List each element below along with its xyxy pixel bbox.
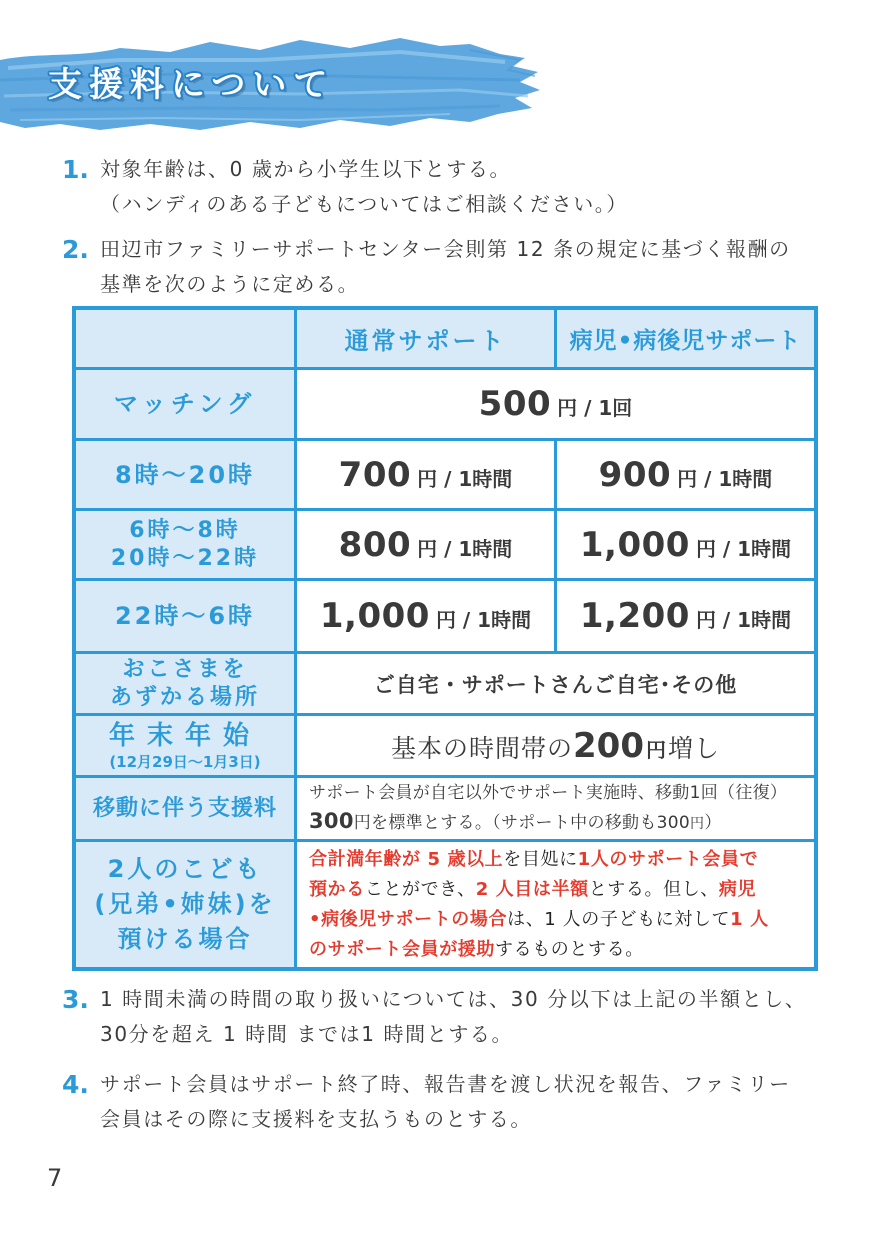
header-label: 病児•病後児サポート: [569, 328, 802, 354]
price-unit: 円 / 1時間: [417, 466, 513, 491]
price-unit: 円 / 1時間: [695, 608, 792, 632]
early-late-regular-fee-cell: [297, 511, 554, 578]
rule-emphasis: 合計満年齢が 5 歳以上: [309, 848, 504, 870]
price: [479, 384, 633, 424]
travel-unit: 円: [690, 816, 705, 832]
rule-text: するものとする。: [495, 938, 644, 960]
night-regular-fee-cell: [297, 581, 554, 651]
row-label-new-year: [76, 716, 294, 775]
rule-text: は、1 人の子どもに対して: [507, 908, 731, 930]
row-label-text: あずかる場所: [109, 684, 260, 710]
price-amount: 1,200: [579, 596, 690, 636]
row-label-text: 年末年始: [108, 720, 261, 751]
price: [320, 596, 531, 636]
new-year-value: [391, 726, 720, 766]
item-line: 1 時間未満の時間の取り扱いについては、30 分以下は上記の半額とし、: [100, 987, 807, 1011]
item-text: [100, 232, 835, 302]
rule-emphasis: 2 人目は半額: [475, 878, 589, 900]
item-line: 会員はその際に支援料を支払うものとする。: [100, 1107, 532, 1131]
travel-text: 円を標準とする。（サポート中の移動も300: [353, 813, 690, 833]
price-amount: 1,000: [579, 524, 690, 565]
list-item: [0, 1067, 875, 1139]
price-unit: 円 / 1時間: [677, 466, 773, 491]
travel-amount: 300: [309, 809, 354, 833]
row-label-travel: [76, 778, 294, 839]
rule-text: とする。但し、: [588, 878, 719, 900]
price-amount: 900: [598, 454, 672, 495]
row-label-place: [76, 654, 294, 713]
row-label-text: 22時〜6時: [114, 602, 256, 630]
item-number: 3.: [62, 985, 89, 1014]
row-label-text: 2人のこども: [107, 855, 263, 883]
price: [580, 596, 791, 636]
rule-text: を目処に: [503, 848, 578, 870]
price-unit: 円 / 1回: [557, 396, 633, 420]
title-banner: [0, 30, 545, 135]
two-children-rule-cell: [297, 842, 814, 967]
item-text: [100, 152, 835, 222]
table-header-sick-child: [557, 310, 814, 367]
travel-fee-cell: [297, 778, 814, 839]
item-line: サポート会員はサポート終了時、報告書を渡し状況を報告、ファミリー: [100, 1072, 791, 1096]
rule-line: [309, 875, 756, 905]
header-label: 通常サポート: [344, 327, 507, 355]
item-number: 4.: [62, 1070, 89, 1099]
matching-fee-cell: [297, 370, 814, 438]
rule-line: [309, 905, 769, 935]
daytime-sick-child-fee-cell: [557, 441, 814, 508]
price-amount: 800: [338, 524, 412, 565]
row-label-text: 6時〜8時: [129, 517, 241, 543]
item-text: [100, 982, 835, 1052]
row-label-text: 預ける場合: [117, 925, 253, 953]
item-line: （ハンディのある子どもについてはご相談ください。）: [100, 192, 628, 216]
row-label-text: 8時〜20時: [114, 460, 256, 489]
page-title: 支援料について: [48, 65, 335, 105]
travel-line: サポート会員が自宅以外でサポート実施時、移動1回（往復）: [309, 783, 788, 803]
row-label-matching: [76, 370, 294, 438]
new-year-suffix: 増し: [667, 733, 720, 763]
row-label-early-late: [76, 511, 294, 578]
list-item: [0, 232, 875, 304]
daytime-regular-fee-cell: [297, 441, 554, 508]
item-number: 1.: [62, 155, 89, 184]
row-label-text: おこさまを: [122, 656, 248, 682]
table-header-regular: [297, 310, 554, 367]
price-unit: 円 / 1時間: [417, 536, 513, 561]
row-label-daytime: [76, 441, 294, 508]
rule-emphasis: •病後児サポートの場合: [309, 908, 508, 930]
price-unit: 円 / 1時間: [435, 608, 532, 632]
price: [580, 525, 791, 565]
row-label-text: 移動に伴う支援料: [92, 795, 277, 821]
rule-emphasis: 病児: [718, 878, 757, 900]
fee-table: [72, 306, 818, 971]
price: [599, 455, 773, 495]
price-amount: 1,000: [319, 596, 430, 636]
new-year-unit: 円: [645, 737, 666, 762]
rule-line: [309, 935, 644, 965]
rule-emphasis: 預かる: [309, 878, 365, 900]
row-label-text: マッチング: [113, 390, 257, 418]
list-item: [0, 152, 875, 224]
page-number: 7: [47, 1164, 63, 1192]
row-label-text: 20時〜22時: [110, 545, 260, 571]
price-unit: 円 / 1時間: [695, 536, 792, 561]
item-line: 基準を次のように定める。: [100, 272, 360, 296]
rule-text: ことができ、: [364, 878, 476, 900]
rule-line: [309, 845, 758, 875]
row-label-two-children: [76, 842, 294, 967]
item-text: [100, 1067, 835, 1137]
item-line: 対象年齢は、0 歳から小学生以下とする。: [100, 157, 512, 181]
price-amount: 700: [338, 454, 412, 495]
rule-emphasis: 1 人: [730, 908, 769, 930]
item-line: 30分を超え 1 時間 までは1 時間とする。: [100, 1022, 514, 1046]
price: [339, 455, 513, 495]
new-year-prefix: 基本の時間帯の: [390, 733, 573, 763]
place-value: ご自宅・サポートさんご自宅･その他: [373, 672, 738, 697]
early-late-sick-child-fee-cell: [557, 511, 814, 578]
list-item: [0, 982, 875, 1054]
price: [339, 525, 513, 565]
rule-emphasis: 1人のサポート会員で: [577, 848, 759, 870]
item-number: 2.: [62, 235, 89, 264]
night-sick-child-fee-cell: [557, 581, 814, 651]
rule-emphasis: のサポート会員が援助: [309, 938, 495, 960]
price-amount: 500: [478, 384, 552, 424]
place-value-cell: [297, 654, 814, 713]
travel-line: [309, 807, 722, 838]
table-corner-cell: [76, 310, 294, 367]
row-label-night: [76, 581, 294, 651]
row-label-text: (兄弟•姉妹)を: [94, 890, 276, 918]
new-year-amount: 200: [573, 725, 644, 766]
travel-close: ）: [704, 813, 722, 833]
item-line: 田辺市ファミリーサポートセンター会則第 12 条の規定に基づく報酬の: [100, 237, 791, 261]
new-year-value-cell: [297, 716, 814, 775]
row-label-dates: (12月29日〜1月3日): [109, 752, 261, 771]
